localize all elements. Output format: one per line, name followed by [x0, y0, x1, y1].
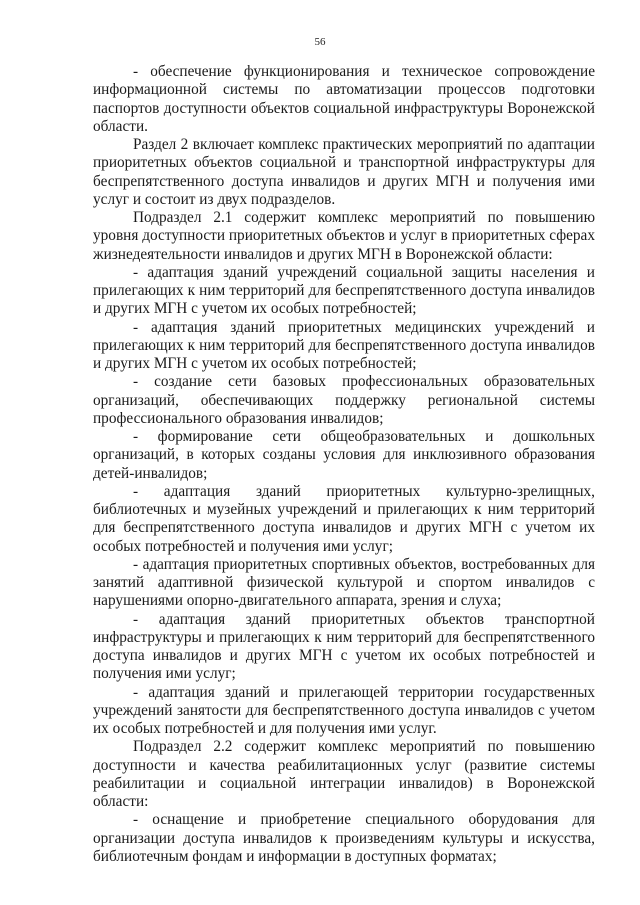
bullet-paragraph: - оснащение и приобретение специального оборудования для организации доступа инвалидов к произведениям культуры и искусства, библиотечным фондам и информации в доступных форматах;	[93, 811, 595, 865]
document-body	[93, 63, 595, 866]
section-2-paragraph: Раздел 2 включает комплекс практических мероприятий по адаптации приоритетных объектов социальной и транспортной инфраструктуры для беспрепятственного доступа инвалидов и других МГН и получения ими услуг и состоит из двух подразделов.	[93, 136, 595, 208]
subsection-2-1-paragraph: Подраздел 2.1 содержит комплекс мероприятий по повышению уровня доступности приоритетных объектов и услуг в приоритетных сферах жизнедеятельности инвалидов и других МГН в Воронежской области:	[93, 209, 595, 263]
bullet-paragraph: - адаптация зданий приоритетных культурно-зрелищных, библиотечных и музейных учреждений и прилегающих к ним территорий для беспрепятственного доступа инвалидов и других МГН с учетом их особых потребностей и получения ими услуг;	[93, 482, 595, 555]
subsection-2-2-paragraph: Подраздел 2.2 содержит комплекс мероприятий по повышению доступности и качества реабилитационных услуг (развитие системы реабилитации и социальной интеграции инвалидов) в Воронежской области:	[93, 738, 595, 810]
page-number: 56	[314, 36, 326, 48]
bullet-paragraph: - создание сети базовых профессиональных образовательных организаций, обеспечивающих поддержку региональной системы профессионального образования инвалидов;	[93, 373, 595, 427]
bullet-paragraph: - адаптация зданий учреждений социальной защиты населения и прилегающих к ним территорий для беспрепятственного доступа инвалидов и других МГН с учетом их особых потребностей;	[93, 263, 595, 318]
bullet-paragraph: - адаптация приоритетных спортивных объектов, востребованных для занятий адаптивной физической культурой и спортом инвалидов с нарушениями опорно-двигательного аппарата, зрения и слуха;	[93, 555, 595, 610]
bullet-paragraph: - формирование сети общеобразовательных и дошкольных организаций, в которых созданы условия для инклюзивного образования детей-инвалидов;	[93, 428, 595, 482]
bullet-paragraph: - адаптация зданий приоритетных объектов транспортной инфраструктуры и прилегающих к ним территорий для беспрепятственного доступа инвалидов и других МГН с учетом их особых потребностей и получения ими услуг;	[93, 610, 595, 683]
bullet-paragraph: - адаптация зданий и прилегающей территории государственных учреждений занятости для беспрепятственного доступа инвалидов с учетом их особых потребностей и для получения ими услуг.	[93, 683, 595, 737]
bullet-paragraph: - адаптация зданий приоритетных медицинских учреждений и прилегающих к ним территорий для беспрепятственного доступа инвалидов и других МГН с учетом их особых потребностей;	[93, 318, 595, 372]
bullet-paragraph: - обеспечение функционирования и техническое сопровождение информационной системы по автоматизации процессов подготовки паспортов доступности объектов социальной инфраструктуры Воронежской области.	[93, 63, 595, 135]
